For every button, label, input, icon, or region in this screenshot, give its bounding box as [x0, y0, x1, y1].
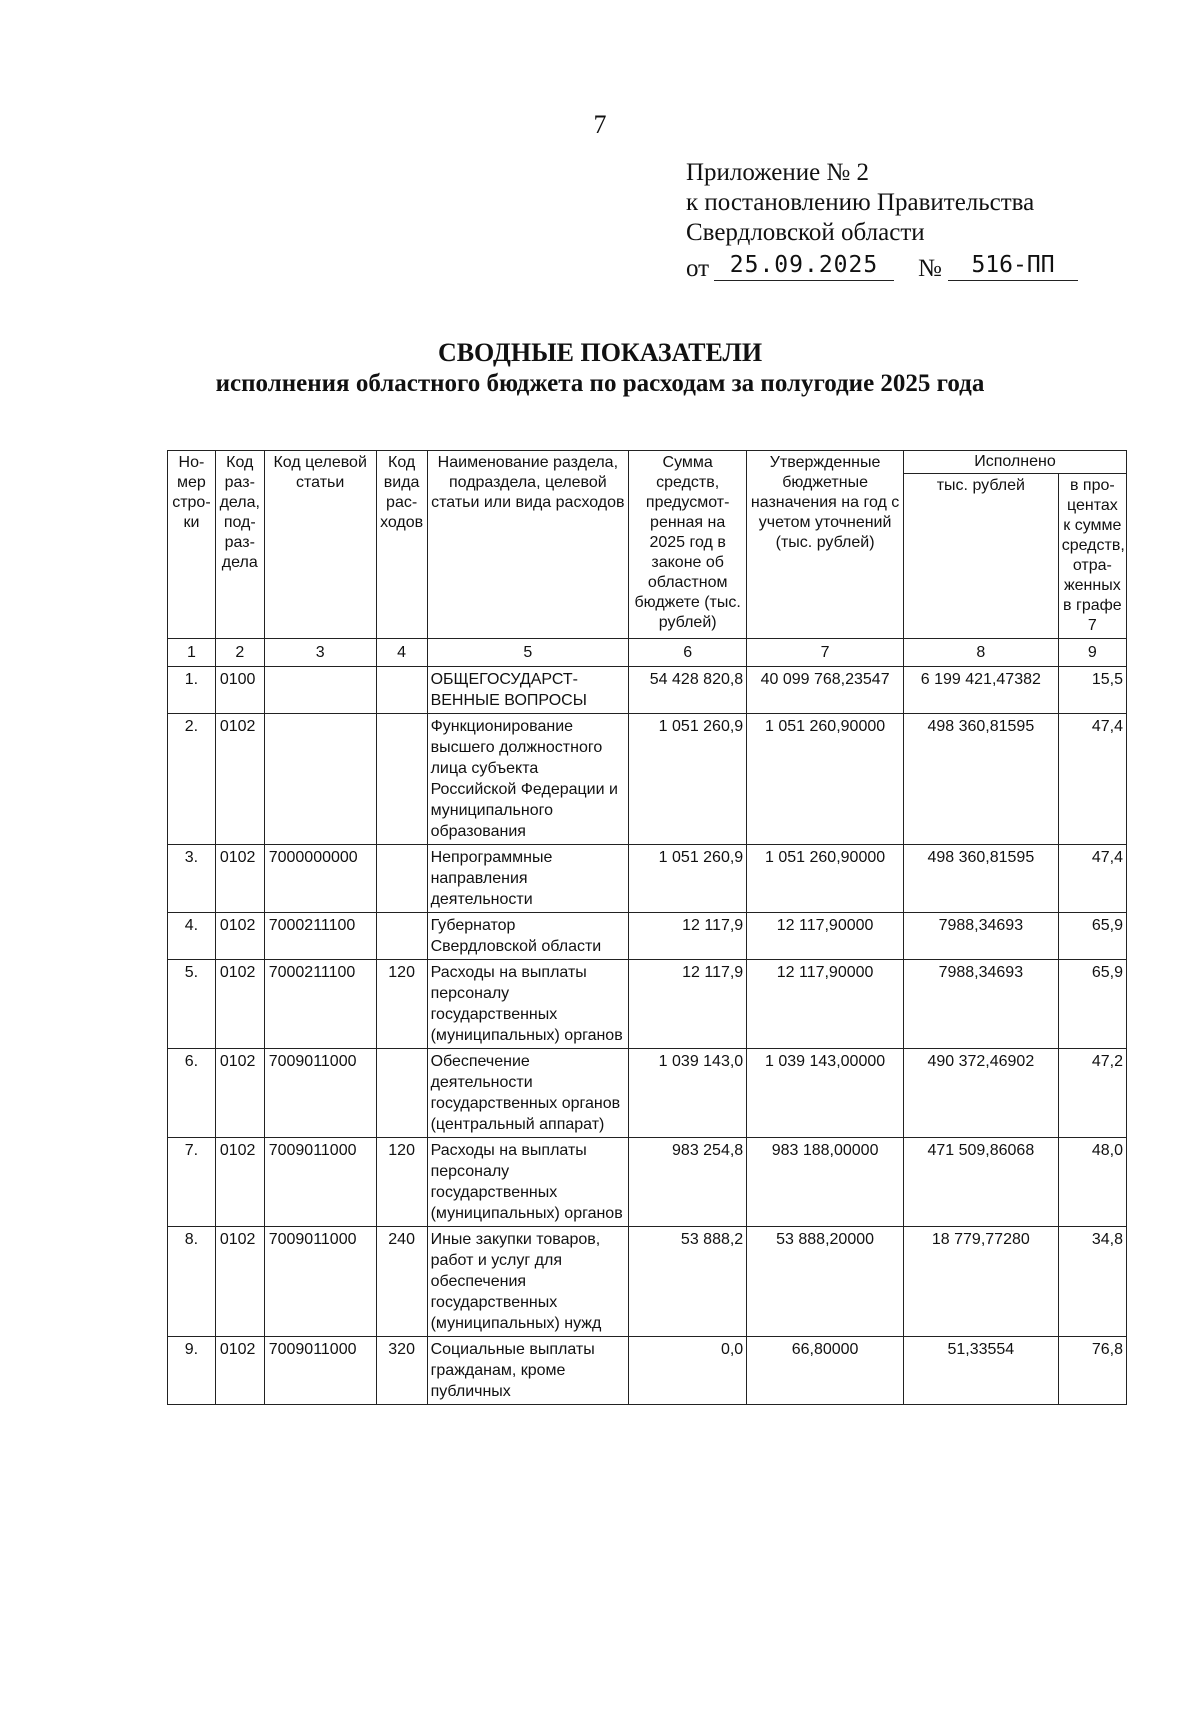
cell-target-code: 7000000000 — [264, 845, 376, 913]
resolution-date: 25.09.2025 — [714, 250, 894, 281]
cell-name: Расходы на выплаты персоналу государственных (муниципальных) органов — [427, 1138, 629, 1227]
document-subtitle: исполнения областного бюджета по расходам за полугодие 2025 года — [215, 370, 985, 397]
column-number: 5 — [427, 639, 629, 667]
document-title: СВОДНЫЕ ПОКАЗАТЕЛИ — [437, 338, 763, 367]
cell-name: Обеспечение деятельности государственных органов (центральный аппарат) — [427, 1049, 629, 1138]
appendix-line-2: к постановлению Правительства — [686, 189, 1035, 216]
cell-percent: 47,4 — [1058, 845, 1126, 913]
header-expense-type: Код вида рас-ходов — [376, 451, 427, 639]
cell-planned: 1 039 143,0 — [629, 1049, 747, 1138]
page-number: 7 — [593, 110, 607, 139]
table-row — [168, 667, 1127, 714]
cell-percent: 34,8 — [1058, 1227, 1126, 1337]
cell-section-code: 0100 — [215, 667, 264, 714]
table-row — [168, 1227, 1127, 1337]
cell-executed: 51,33554 — [903, 1337, 1058, 1405]
cell-planned: 1 051 260,9 — [629, 714, 747, 845]
cell-approved: 12 117,90000 — [747, 913, 904, 960]
cell-name: Социальные выплаты гражданам, кроме публичных — [427, 1337, 629, 1405]
cell-expense-type — [376, 845, 427, 913]
cell-approved: 12 117,90000 — [747, 960, 904, 1049]
column-number: 7 — [747, 639, 904, 667]
header-target-code: Код целевой статьи — [264, 451, 376, 639]
cell-planned: 53 888,2 — [629, 1227, 747, 1337]
cell-expense-type — [376, 913, 427, 960]
cell-executed: 490 372,46902 — [903, 1049, 1058, 1138]
column-number: 4 — [376, 639, 427, 667]
table-row — [168, 1049, 1127, 1138]
cell-section-code: 0102 — [215, 1049, 264, 1138]
cell-section-code: 0102 — [215, 714, 264, 845]
column-number: 6 — [629, 639, 747, 667]
table-row — [168, 714, 1127, 845]
cell-expense-type: 320 — [376, 1337, 427, 1405]
column-number: 2 — [215, 639, 264, 667]
cell-target-code: 7009011000 — [264, 1227, 376, 1337]
cell-name: Функционирование высшего должностного лица субъекта Российской Федерации и муниципального образования — [427, 714, 629, 845]
cell-expense-type — [376, 667, 427, 714]
cell-planned: 983 254,8 — [629, 1138, 747, 1227]
resolution-number: 516-ПП — [948, 250, 1078, 281]
cell-row-number: 9. — [168, 1337, 216, 1405]
cell-name: ОБЩЕГОСУДАРСТ-ВЕННЫЕ ВОПРОСЫ — [427, 667, 629, 714]
header-executed: Исполнено — [903, 451, 1126, 474]
cell-percent: 65,9 — [1058, 960, 1126, 1049]
header-section-code: Код раз-дела, под-раз-дела — [215, 451, 264, 639]
header-planned: Сумма средств, предусмот-ренная на 2025 год в законе об областном бюджете (тыс. рублей) — [629, 451, 747, 639]
header-executed-percent: в про-центах к сумме средств, отра-женных в графе 7 — [1058, 474, 1126, 639]
cell-section-code: 0102 — [215, 960, 264, 1049]
cell-planned: 1 051 260,9 — [629, 845, 747, 913]
cell-target-code: 7009011000 — [264, 1337, 376, 1405]
cell-target-code — [264, 714, 376, 845]
cell-executed: 18 779,77280 — [903, 1227, 1058, 1337]
appendix-block — [686, 158, 1055, 282]
cell-name: Непрограммные направления деятельности — [427, 845, 629, 913]
cell-target-code: 7000211100 — [264, 913, 376, 960]
cell-planned: 0,0 — [629, 1337, 747, 1405]
date-prefix: от — [686, 255, 710, 282]
cell-executed: 7988,34693 — [903, 913, 1058, 960]
table-header-row — [168, 451, 1127, 474]
column-number: 8 — [903, 639, 1058, 667]
table-row — [168, 960, 1127, 1049]
cell-section-code: 0102 — [215, 1227, 264, 1337]
cell-approved: 40 099 768,23547 — [747, 667, 904, 714]
cell-name: Расходы на выплаты персоналу государственных (муниципальных) органов — [427, 960, 629, 1049]
cell-approved: 1 051 260,90000 — [747, 714, 904, 845]
cell-row-number: 1. — [168, 667, 216, 714]
cell-row-number: 5. — [168, 960, 216, 1049]
number-sign: № — [918, 255, 942, 282]
cell-expense-type — [376, 1049, 427, 1138]
header-executed-thousand: тыс. рублей — [903, 474, 1058, 639]
header-name: Наименование раздела, подраздела, целевой статьи или вида расходов — [427, 451, 629, 639]
cell-row-number: 6. — [168, 1049, 216, 1138]
cell-expense-type: 120 — [376, 1138, 427, 1227]
cell-expense-type: 120 — [376, 960, 427, 1049]
cell-row-number: 3. — [168, 845, 216, 913]
cell-approved: 1 051 260,90000 — [747, 845, 904, 913]
cell-executed: 6 199 421,47382 — [903, 667, 1058, 714]
header-row-number: Но-мер стро-ки — [168, 451, 216, 639]
cell-percent: 76,8 — [1058, 1337, 1126, 1405]
cell-target-code — [264, 667, 376, 714]
cell-approved: 983 188,00000 — [747, 1138, 904, 1227]
column-numbers-row — [168, 639, 1127, 667]
cell-percent: 47,2 — [1058, 1049, 1126, 1138]
cell-section-code: 0102 — [215, 913, 264, 960]
cell-executed: 471 509,86068 — [903, 1138, 1058, 1227]
cell-expense-type — [376, 714, 427, 845]
cell-section-code: 0102 — [215, 845, 264, 913]
cell-expense-type: 240 — [376, 1227, 427, 1337]
column-number: 3 — [264, 639, 376, 667]
cell-approved: 53 888,20000 — [747, 1227, 904, 1337]
cell-approved: 66,80000 — [747, 1337, 904, 1405]
column-number: 9 — [1058, 639, 1126, 667]
cell-target-code: 7009011000 — [264, 1049, 376, 1138]
cell-percent: 15,5 — [1058, 667, 1126, 714]
cell-row-number: 2. — [168, 714, 216, 845]
cell-percent: 47,4 — [1058, 714, 1126, 845]
table-row — [168, 1337, 1127, 1405]
table-row — [168, 1138, 1127, 1227]
cell-target-code: 7009011000 — [264, 1138, 376, 1227]
cell-executed: 498 360,81595 — [903, 714, 1058, 845]
cell-name: Иные закупки товаров, работ и услуг для обеспечения государственных (муниципальных) нужд — [427, 1227, 629, 1337]
cell-section-code: 0102 — [215, 1337, 264, 1405]
cell-executed: 7988,34693 — [903, 960, 1058, 1049]
header-approved: Утвержденные бюджетные назначения на год с учетом уточнений (тыс. рублей) — [747, 451, 904, 639]
appendix-line-3: Свердловской области — [686, 219, 925, 246]
cell-row-number: 8. — [168, 1227, 216, 1337]
cell-planned: 12 117,9 — [629, 960, 747, 1049]
cell-target-code: 7000211100 — [264, 960, 376, 1049]
appendix-line-1: Приложение № 2 — [686, 159, 870, 186]
cell-approved: 1 039 143,00000 — [747, 1049, 904, 1138]
cell-section-code: 0102 — [215, 1138, 264, 1227]
cell-planned: 54 428 820,8 — [629, 667, 747, 714]
cell-planned: 12 117,9 — [629, 913, 747, 960]
cell-percent: 65,9 — [1058, 913, 1126, 960]
cell-row-number: 4. — [168, 913, 216, 960]
cell-row-number: 7. — [168, 1138, 216, 1227]
table-row — [168, 845, 1127, 913]
resolution-date-line — [686, 250, 1055, 282]
cell-executed: 498 360,81595 — [903, 845, 1058, 913]
column-number: 1 — [168, 639, 216, 667]
cell-percent: 48,0 — [1058, 1138, 1126, 1227]
cell-name: Губернатор Свердловской области — [427, 913, 629, 960]
budget-table — [167, 450, 1127, 1405]
table-row — [168, 913, 1127, 960]
